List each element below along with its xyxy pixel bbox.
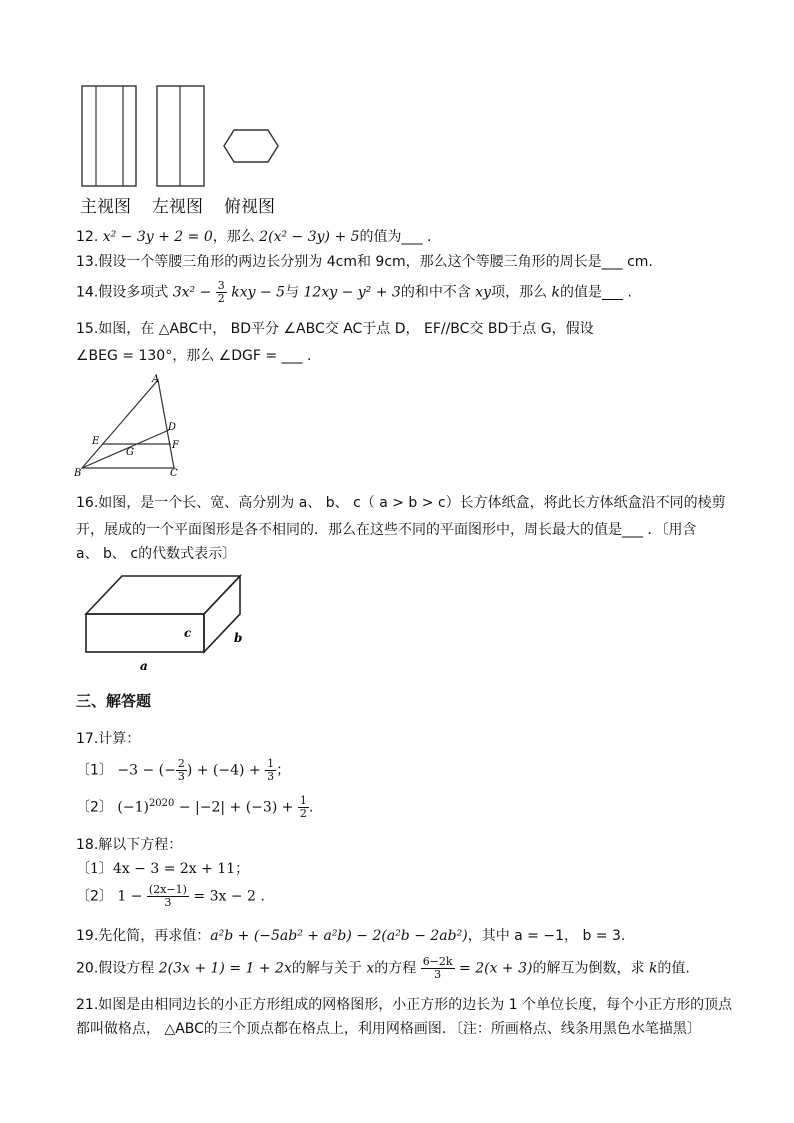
question-15-line1: 15.如图，在 △ABC中， BD平分 ∠ABC交 AC于点 D， EF//BC交 BD于点 G，假设: [76, 321, 594, 337]
fraction-3-2: $\frac{3}{2}$: [217, 279, 225, 305]
question-21-line2: 都叫做格点， △ABC的三个顶点都在格点上，利用网格画图．〔注：所画格点、线条用黑色水笔描黑〕: [76, 1021, 701, 1037]
section-3-heading: 三、解答题: [76, 692, 152, 710]
question-16-line1: 16.如图，是一个长、宽、高分别为 a、 b、 c（ a > b > c）长方体纸盒，将此长方体纸盒沿不同的棱剪: [76, 495, 726, 511]
svg-text:D: D: [168, 422, 177, 433]
question-21-line1: 21.如图是由相同边长的小正方形组成的网格图形，小正方形的边长为 1 个单位长度，每个小正方形的顶点: [76, 997, 733, 1013]
question-17-title: 17.计算：: [76, 731, 141, 747]
question-18-part1: 〔1〕4x − 3 = 2x + 11；: [76, 861, 250, 877]
question-15-line2: ∠BEG = 130°，那么 ∠DGF = ___ .: [76, 348, 312, 364]
svg-text:C: C: [170, 468, 178, 478]
question-17-part1: 〔1〕 −3 − (− $\frac{2}{3}$ ) + (−4) + $\frac{1}{3}$ ；: [76, 757, 291, 783]
svg-text:a: a: [140, 659, 148, 673]
svg-text:B: B: [74, 468, 82, 478]
question-16-line2: 开，展成的一个平面图形是各不相同的．那么在这些不同的平面图形中，周长最大的值是___ ．〔用含: [76, 522, 697, 538]
top-view-label: 俯视图: [224, 197, 275, 217]
question-20: 20.假设方程 2(3x + 1) = 1 + 2x的解与关于 x的方程 $\frac{6-2k}{3}$ = 2(x + 3)的解互为倒数，求 k的值.: [76, 955, 690, 981]
question-19: 19.先化简，再求值：a²b + (−5ab² + a²b) − 2(a²b − 2ab²)，其中 a = −1， b = 3.: [76, 928, 626, 944]
question-13: 13.假设一个等腰三角形的两边长分别为 4cm和 9cm，那么这个等腰三角形的周长是___ cm.: [76, 254, 653, 270]
svg-text:b: b: [234, 631, 243, 645]
question-18-part2: 〔2〕 1 − $\frac{(2x-1)}{3}$ = 3x − 2 .: [76, 883, 265, 909]
svg-text:E: E: [92, 436, 100, 447]
question-16-line3: a、 b、 c的代数式表示〕: [76, 546, 237, 562]
left-view-label: 左视图: [152, 197, 203, 217]
svg-text:A: A: [152, 374, 160, 385]
box-top-face: [86, 576, 240, 614]
question-18-title: 18.解以下方程：: [76, 837, 183, 853]
question-14: 14.假设多项式 3x² − $\frac{3}{2}$ kxy − 5与 12xy − y² + 3的和中不含 xy项，那么 k的值是___ .: [76, 279, 632, 305]
svg-text:G: G: [126, 447, 134, 458]
box-figure: [80, 570, 260, 676]
views-drawing: [78, 84, 288, 190]
triangle-figure: [74, 372, 194, 478]
svg-text:F: F: [172, 440, 179, 451]
front-view-rect: [82, 86, 136, 186]
question-17-part2: 〔2〕 $(-1)^{2020} - |-2| + (-3)$ + $\frac{1}{2}$ .: [76, 794, 314, 820]
question-12: 12. x² − 3y + 2 = 0，那么 2(x² − 3y) + 5的值为___ .: [76, 229, 432, 245]
front-view-label: 主视图: [80, 197, 131, 217]
top-view-hexagon: [224, 130, 278, 162]
svg-text:c: c: [184, 626, 192, 640]
